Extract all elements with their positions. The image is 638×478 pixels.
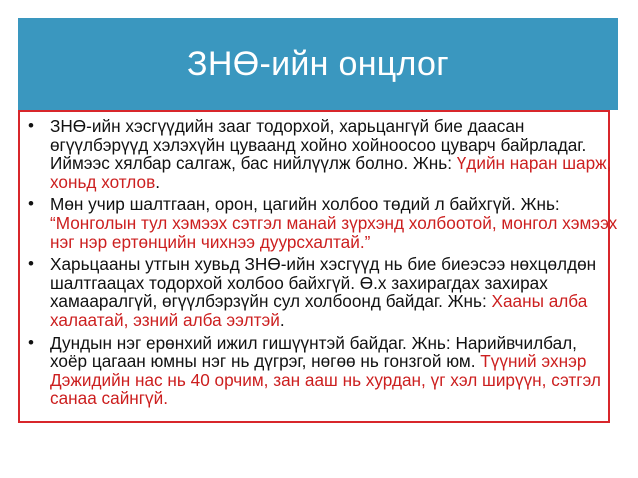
bullet-end: . [155, 171, 160, 192]
slide-title: ЗНӨ-ийн онцлог [187, 44, 449, 83]
bullet-example: Үдийн наран шарж, хоньд хотлов [50, 153, 612, 192]
bullet-example: “Монголын тул хэмээх сэтгэл манай зүрхэнд холбоотой, монгол хэмээх нэг нэр ертөнцийн чихнээ дуурсхалтай.” [50, 212, 618, 252]
bullet-text: Мөн учир шалтгаан, орон, цагийн холбоо төдий л байхгүй. Жнь: [50, 194, 560, 215]
bullet-dot-icon: • [28, 254, 34, 274]
bullet-dot-icon: • [28, 194, 34, 214]
bullet-text: Харьцааны утгын хувьд ЗНӨ-ийн хэсгүүд нь бие биеэсээ нөхцөлдөн шалтгаацах тодорхой холбоо байхгүй. Ө.х захирагдах захирах хамааралгүй, өгүүлбэрзүйн сул холбоонд байдаг. Жнь: [50, 254, 597, 312]
bullet-example: Хааны алба халаатай, эзний алба ээлтэй [50, 291, 588, 330]
title-banner [18, 18, 618, 110]
bullet-end: . [279, 309, 285, 330]
bullet-item [28, 255, 618, 329]
bullet-dot-icon: • [28, 332, 34, 352]
bullet-example: Түүний эхнэр Дэжидийн нас нь 40 орчим, зан ааш нь хурдан, үг хэл ширүүн, сэтгэл санаа сайнгүй. [50, 351, 601, 409]
bullet-item [28, 117, 618, 191]
bullet-text: Дундын нэг ерөнхий ижил гишүүнтэй байдаг. Жнь: Нарийвчилбал, хоёр цагаан юмны нэг нь дүгрэг, нөгөө нь гонзгой юм. [50, 332, 577, 372]
bullet-dot-icon: • [28, 116, 34, 135]
bullet-text: ЗНӨ-ийн хэсгүүдийн зааг тодорхой, харьцангүй бие даасан өгүүлбэрүүд хэлэхүйн цуваанд хойно хойноосоо цуварч байрладаг. Иймээс хялбар салгаж, бас нийлүүлж болно. Жнь: [50, 116, 587, 174]
bullet-item [28, 195, 618, 251]
bullet-list [28, 117, 618, 412]
bullet-item [28, 334, 618, 408]
